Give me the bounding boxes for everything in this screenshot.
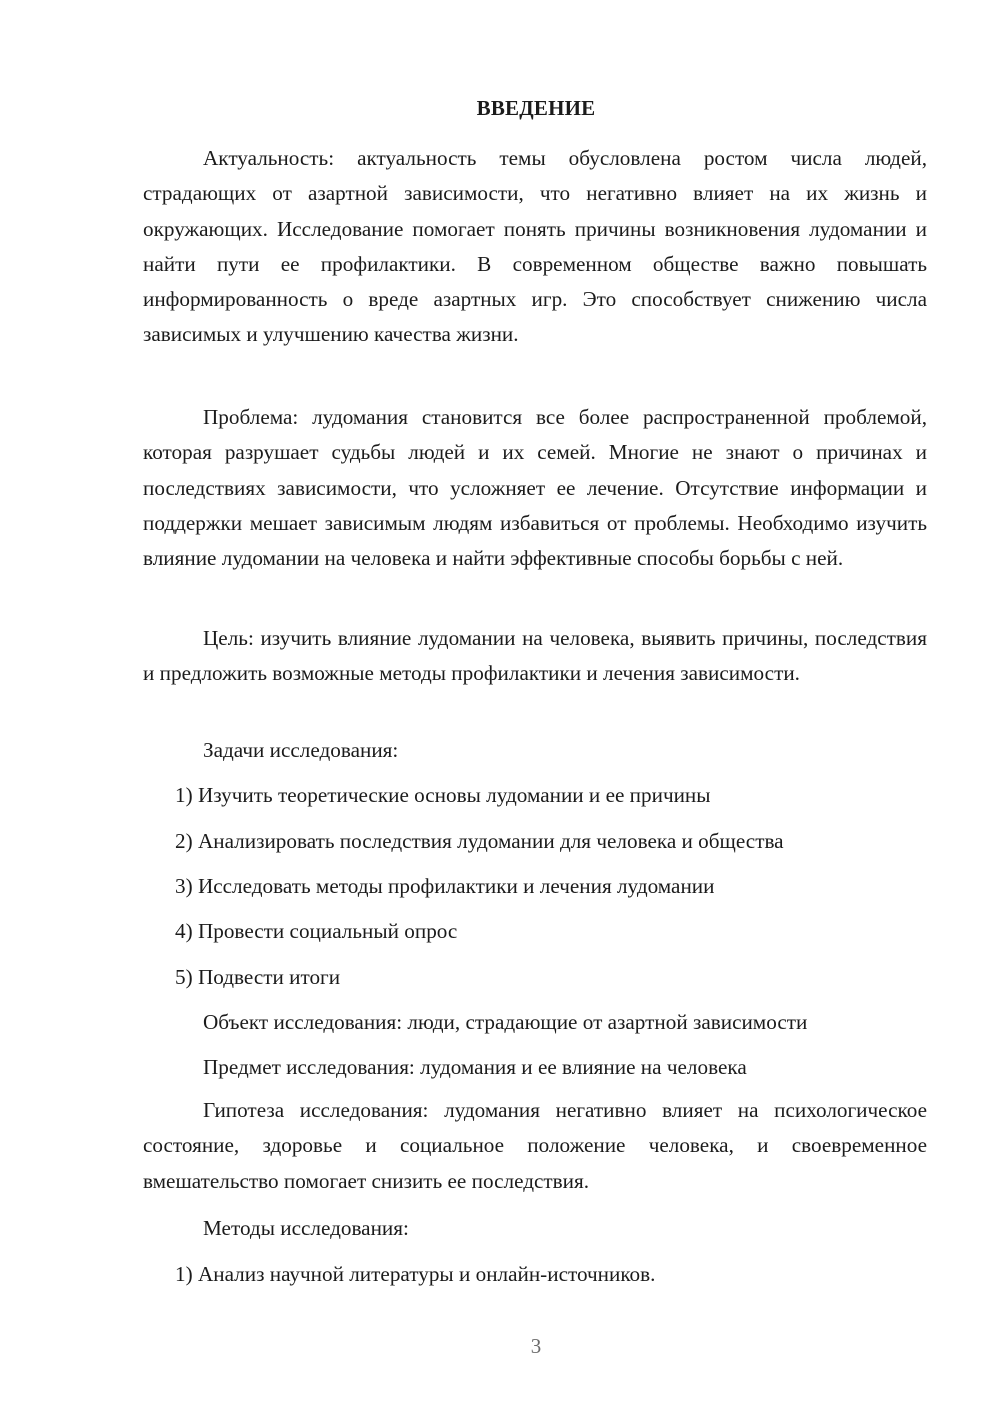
page-title: ВВЕДЕНИЕ bbox=[476, 96, 596, 120]
problem-section bbox=[143, 400, 927, 576]
task-item: 1) Изучить теоретические основы лудомании и ее причины bbox=[175, 783, 711, 807]
relevance-section bbox=[143, 141, 927, 353]
page-number: 3 bbox=[530, 1334, 542, 1358]
goal-section bbox=[143, 621, 927, 692]
tasks-heading: Задачи исследования: bbox=[203, 738, 399, 762]
hypothesis-section bbox=[143, 1093, 927, 1199]
task-item: 4) Провести социальный опрос bbox=[175, 919, 458, 943]
task-item: 3) Исследовать методы профилактики и лечения лудомании bbox=[175, 874, 715, 898]
goal-paragraph: Цель: изучить влияние лудомании на человека, выявить причины, последствия и предложить возможные методы профилактики и лечения зависимости. bbox=[143, 626, 927, 686]
methods-heading: Методы исследования: bbox=[203, 1216, 409, 1240]
research-subject: Предмет исследования: лудомания и ее влияние на человека bbox=[203, 1055, 747, 1079]
method-item: 1) Анализ научной литературы и онлайн-источников. bbox=[175, 1262, 656, 1286]
task-item: 2) Анализировать последствия лудомании для человека и общества bbox=[175, 829, 784, 853]
research-object: Объект исследования: люди, страдающие от азартной зависимости bbox=[203, 1010, 808, 1034]
problem-paragraph: Проблема: лудомания становится все более распространенной проблемой, которая разрушает судьбы людей и их семей. Многие не знают о причинах и последствиях зависимости, что усложняет ее лечение. Отсутствие информации и поддержки мешает зависимым людям избавиться от проблемы. Необходимо изучить влияние лудомании на человека и найти эффективные способы борьбы с ней. bbox=[143, 405, 927, 571]
hypothesis-paragraph: Гипотеза исследования: лудомания негативно влияет на психологическое состояние, здоровье и социальное положение человека, и своевременное вмешательство помогает снизить ее последствия. bbox=[143, 1098, 927, 1193]
relevance-paragraph: Актуальность: актуальность темы обусловлена ростом числа людей, страдающих от азартной зависимости, что негативно влияет на их жизнь и окружающих. Исследование помогает понять причины возникновения лудомании и найти пути ее профилактики. В современном обществе важно повышать информированность о вреде азартных игр. Это способствует снижению числа зависимых и улучшению качества жизни. bbox=[143, 146, 927, 347]
task-item: 5) Подвести итоги bbox=[175, 965, 341, 989]
